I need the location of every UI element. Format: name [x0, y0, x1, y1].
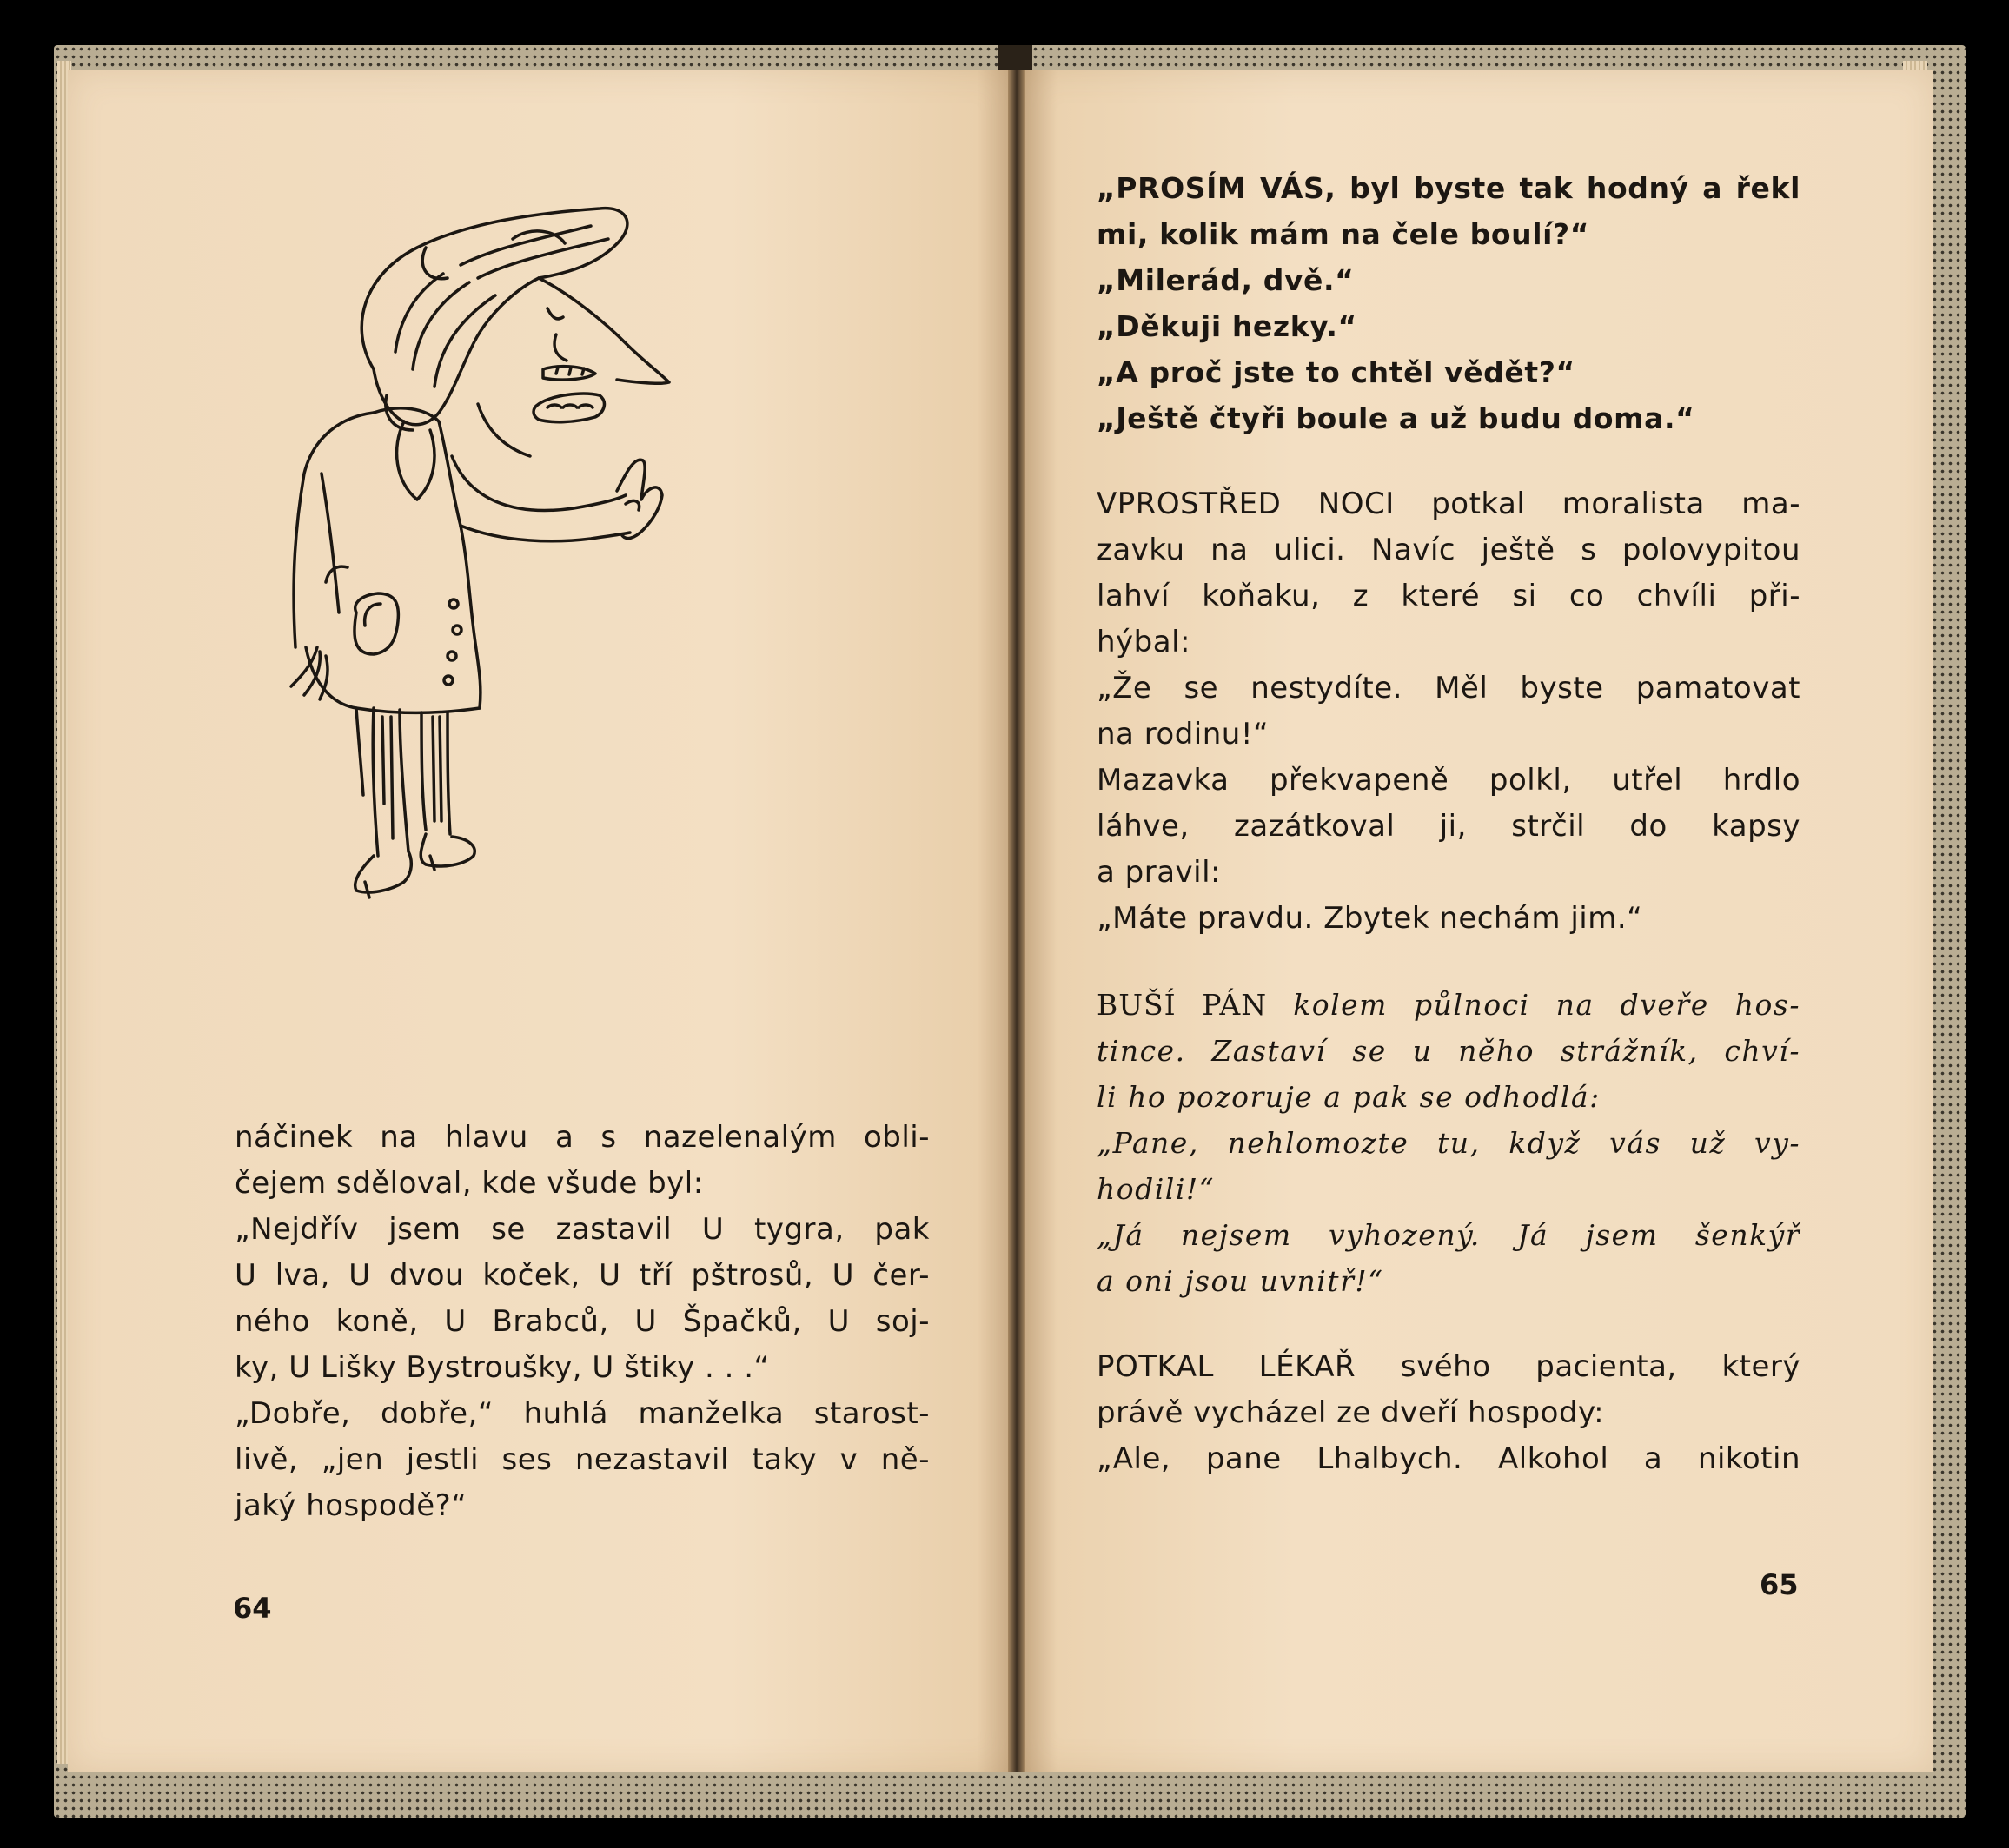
joke2-line: „Že se nestydíte. Měl byste pamatovat	[1097, 671, 1800, 705]
joke2-line: Mazavka překvapeně polkl, utřel hrdlo	[1097, 763, 1800, 798]
left-text-line: jaký hospodě?“	[235, 1488, 467, 1523]
left-text-line: náčinek na hlavu a s nazelenalým obli-	[235, 1120, 930, 1155]
joke2-line: hýbal:	[1097, 625, 1190, 659]
joke3-line	[1097, 982, 1800, 1028]
joke2-line: „Máte pravdu. Zbytek nechám jim.“	[1097, 901, 1643, 936]
right-text-block	[1097, 165, 1800, 1482]
left-text-line: „Dobře, dobře,“ huhlá manželka starost-	[235, 1396, 930, 1431]
joke2-line: a pravil:	[1097, 855, 1222, 890]
left-text-block	[235, 1115, 930, 1529]
left-text-line: „Nejdřív jsem se zastavil U tygra, pak	[235, 1212, 930, 1247]
joke3-line: hodili!“	[1097, 1172, 1216, 1206]
joke2-line: VPROSTŘED NOCI potkal moralista ma-	[1097, 487, 1800, 521]
joke1-line: mi, kolik mám na čele boulí?“	[1097, 217, 1590, 251]
joke1-line: „A proč jste to chtěl vědět?“	[1097, 355, 1575, 389]
joke3-line: tince. Zastaví se u něho strážník, chví-	[1097, 1034, 1800, 1068]
joke2-line: lahví koňaku, z které si co chvíli při-	[1097, 579, 1800, 613]
left-text-line: ky, U Lišky Bystroušky, U štiky . . .“	[235, 1350, 770, 1385]
joke2-line: láhve, zazátkoval ji, strčil do kapsy	[1097, 809, 1800, 844]
joke2-line: na rodinu!“	[1097, 717, 1270, 752]
joke4-line: „Ale, pane Lhalbych. Alkohol a nikotin	[1097, 1441, 1800, 1476]
joke3-line: a oni jsou uvnitř!“	[1097, 1264, 1384, 1298]
spine-top	[998, 45, 1032, 70]
left-text-line: U lva, U dvou koček, U tří pštrosů, U čer-	[235, 1258, 930, 1293]
book-gutter	[1008, 70, 1025, 1772]
joke2-line: zavku na ulici. Navíc ještě s polovypitou	[1097, 533, 1800, 567]
joke3-line-text: kolem půlnoci na dveře hos-	[1293, 988, 1801, 1022]
page-number-left: 64	[233, 1592, 272, 1625]
joke3-line: li ho pozoruje a pak se odhodlá:	[1097, 1080, 1601, 1114]
left-text-line: livě, „jen jestli ses nezastavil taky v ně-	[235, 1442, 930, 1477]
joke1-line: „Ještě čtyři boule a už budu doma.“	[1097, 401, 1695, 435]
page-number-right: 65	[1760, 1568, 1799, 1601]
left-text-line: čejem sděloval, kde všude byl:	[235, 1166, 704, 1201]
woman-illustration	[252, 195, 704, 908]
joke3-line: „Pane, nehlomozte tu, když vás už vy-	[1097, 1126, 1800, 1160]
joke3-heading: BUŠÍ PÁN	[1097, 988, 1268, 1022]
joke1-line: „PROSÍM VÁS, byl byste tak hodný a řekl	[1097, 171, 1800, 205]
left-text-line: ného koně, U Brabců, U Špačků, U soj-	[235, 1304, 930, 1339]
joke1-line: „Milerád, dvě.“	[1097, 263, 1355, 297]
joke1-line: „Děkuji hezky.“	[1097, 309, 1357, 343]
joke3-line: „Já nejsem vyhozený. Já jsem šenkýř	[1097, 1218, 1800, 1252]
joke4-line: právě vycházel ze dveří hospody:	[1097, 1395, 1605, 1430]
joke4-line: POTKAL LÉKAŘ svého pacienta, který	[1097, 1349, 1800, 1384]
